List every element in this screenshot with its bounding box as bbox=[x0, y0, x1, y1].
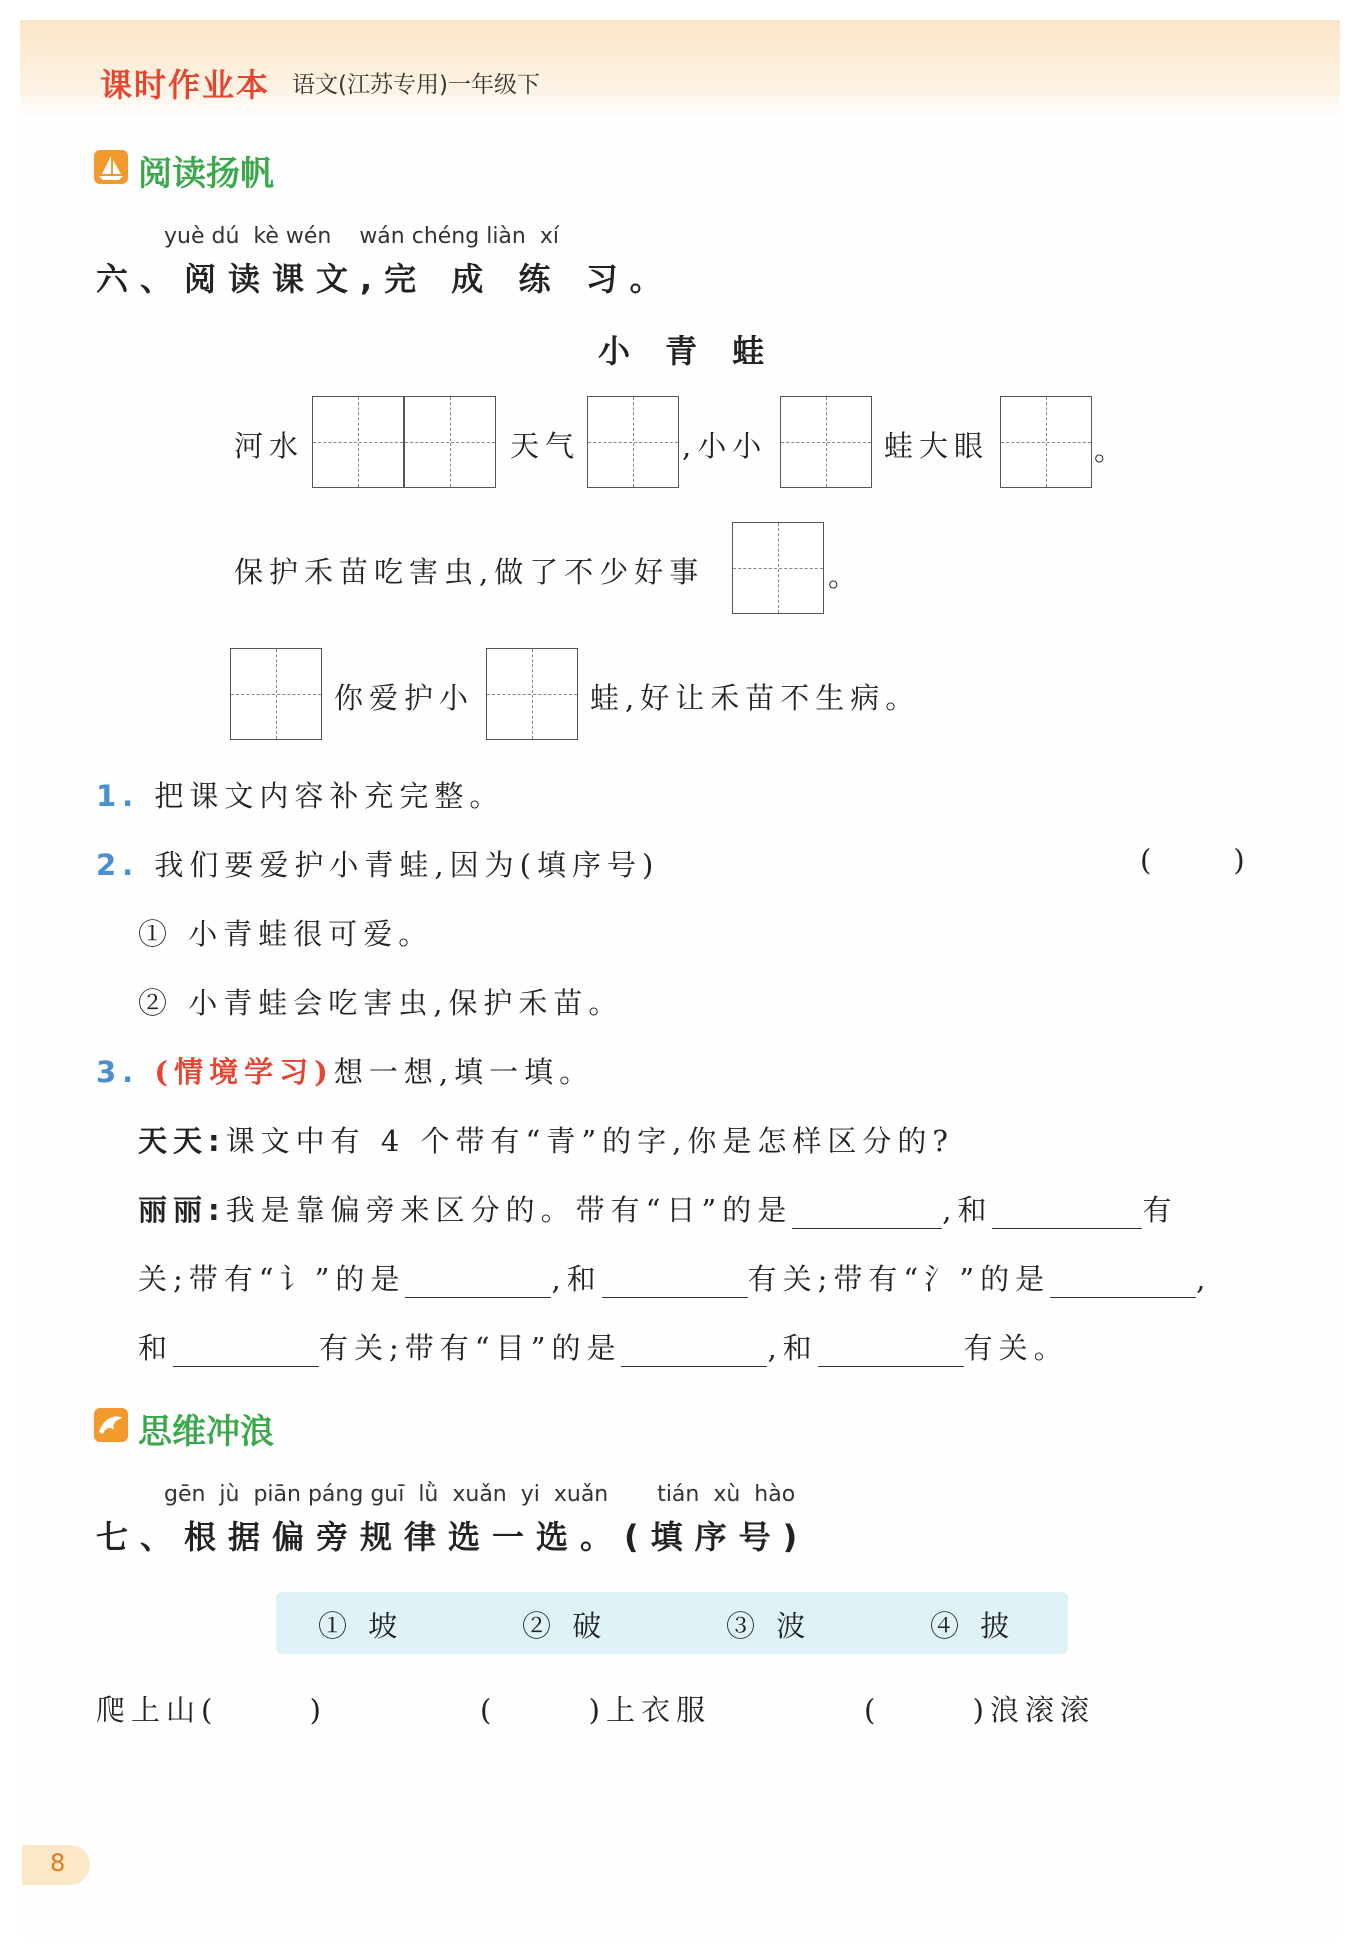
answer-blank[interactable] bbox=[405, 1267, 551, 1298]
poem-line2-end: 。 bbox=[828, 559, 864, 593]
wave-icon bbox=[94, 1408, 128, 1442]
question-1 bbox=[96, 774, 504, 815]
tian-box[interactable] bbox=[1000, 396, 1092, 488]
answer-blank[interactable] bbox=[602, 1267, 748, 1298]
poem-line3-b: 蛙,好让禾苗不生病。 bbox=[590, 681, 921, 715]
tian-box[interactable] bbox=[230, 648, 322, 740]
poem-line2-a: 保护禾苗吃害虫,做了不少好事 bbox=[234, 555, 705, 589]
answer-blank[interactable] bbox=[818, 1336, 964, 1367]
lili-line1 bbox=[138, 1188, 1178, 1229]
fill-item[interactable]: ( )上衣服 bbox=[480, 1693, 711, 1727]
lili-line3 bbox=[138, 1326, 1069, 1367]
answer-blank[interactable] bbox=[1050, 1267, 1196, 1298]
option-item: ② 破 bbox=[522, 1609, 608, 1643]
q1-number: 1. bbox=[96, 779, 140, 813]
lili-text: ,和 bbox=[942, 1193, 993, 1227]
section-title-reading: 阅读扬帆 bbox=[138, 154, 274, 194]
answer-blank[interactable] bbox=[992, 1198, 1142, 1229]
lili-text: 有 bbox=[1142, 1193, 1178, 1227]
question-7-title: 七、根据偏旁规律选一选。(填序号) bbox=[96, 1518, 810, 1556]
fill-item[interactable]: 爬上山( ) bbox=[96, 1693, 327, 1727]
answer-blank[interactable] bbox=[173, 1336, 319, 1367]
lili-line2 bbox=[138, 1257, 1211, 1298]
tian-box[interactable] bbox=[312, 396, 404, 488]
q2-option: ② 小青蛙会吃害虫,保护禾苗。 bbox=[138, 986, 624, 1020]
q2-number: 2. bbox=[96, 848, 140, 882]
tiantian-text: 课文中有 4 个带有“青”的字,你是怎样区分的? bbox=[225, 1124, 954, 1158]
pinyin-q6: yuè dú kè wén wán chéng liàn xí bbox=[164, 224, 559, 249]
lili-text: 有关。 bbox=[963, 1331, 1069, 1365]
tiantian-line bbox=[138, 1119, 954, 1160]
page-number: 8 bbox=[50, 1849, 66, 1877]
poem-line1-b: 天气 bbox=[510, 429, 581, 463]
tian-box[interactable] bbox=[404, 396, 496, 488]
tian-box[interactable] bbox=[486, 648, 578, 740]
question-2 bbox=[96, 843, 659, 884]
option-item: ③ 波 bbox=[726, 1609, 812, 1643]
poem-line1-a: 河水 bbox=[234, 429, 305, 463]
tian-box[interactable] bbox=[732, 522, 824, 614]
q2-text: 我们要爱护小青蛙,因为(填序号) bbox=[154, 848, 660, 882]
poem-title: 小 青 蛙 bbox=[598, 332, 777, 370]
poem-line1-c: ,小小 bbox=[682, 429, 768, 463]
speaker-lili: 丽丽: bbox=[138, 1193, 226, 1227]
q1-text: 把课文内容补充完整。 bbox=[154, 779, 505, 813]
poem-line1-end: 。 bbox=[1094, 433, 1130, 467]
tian-box[interactable] bbox=[587, 396, 679, 488]
q3-text: 想一想,填一填。 bbox=[333, 1055, 595, 1089]
speaker-tiantian: 天天: bbox=[138, 1124, 226, 1158]
lili-text: 有关;带有“目”的是 bbox=[319, 1331, 622, 1365]
lili-text: 我是靠偏旁来区分的。带有“日”的是 bbox=[225, 1193, 793, 1227]
brand-title: 课时作业本 bbox=[100, 66, 271, 104]
answer-blank[interactable] bbox=[792, 1198, 942, 1229]
q3-number: 3. bbox=[96, 1055, 140, 1089]
answer-paren[interactable]: ( ) bbox=[1140, 843, 1251, 877]
lili-text: 关;带有“讠”的是 bbox=[138, 1262, 406, 1296]
answer-blank[interactable] bbox=[621, 1336, 767, 1367]
section-title-thinking: 思维冲浪 bbox=[138, 1412, 274, 1452]
q2-option: ① 小青蛙很可爱。 bbox=[138, 917, 434, 951]
pinyin-q7: gēn jù piān páng guī lǜ xuǎn yi xuǎn tián xù hào bbox=[164, 1482, 796, 1507]
option-item: ④ 披 bbox=[930, 1609, 1016, 1643]
question-3 bbox=[96, 1050, 594, 1091]
subject-label: 语文(江苏专用)一年级下 bbox=[292, 72, 540, 98]
poem-line3-a: 你爱护小 bbox=[334, 681, 475, 715]
sailboat-icon bbox=[94, 150, 128, 184]
option-item: ① 坡 bbox=[318, 1609, 404, 1643]
question-6-title: 六、阅读课文,完 成 练 习。 bbox=[96, 260, 674, 298]
lili-text: ,和 bbox=[767, 1331, 818, 1365]
fill-item[interactable]: ( )浪滚滚 bbox=[864, 1693, 1095, 1727]
lili-text: , bbox=[1196, 1262, 1212, 1296]
lili-text: 有关;带有“氵”的是 bbox=[747, 1262, 1051, 1296]
page-number-tab bbox=[22, 1845, 90, 1885]
poem-line1-d: 蛙大眼 bbox=[884, 429, 990, 463]
lili-text: 和 bbox=[138, 1331, 174, 1365]
q3-tag: (情境学习) bbox=[154, 1055, 334, 1089]
tian-box[interactable] bbox=[780, 396, 872, 488]
lili-text: ,和 bbox=[551, 1262, 602, 1296]
